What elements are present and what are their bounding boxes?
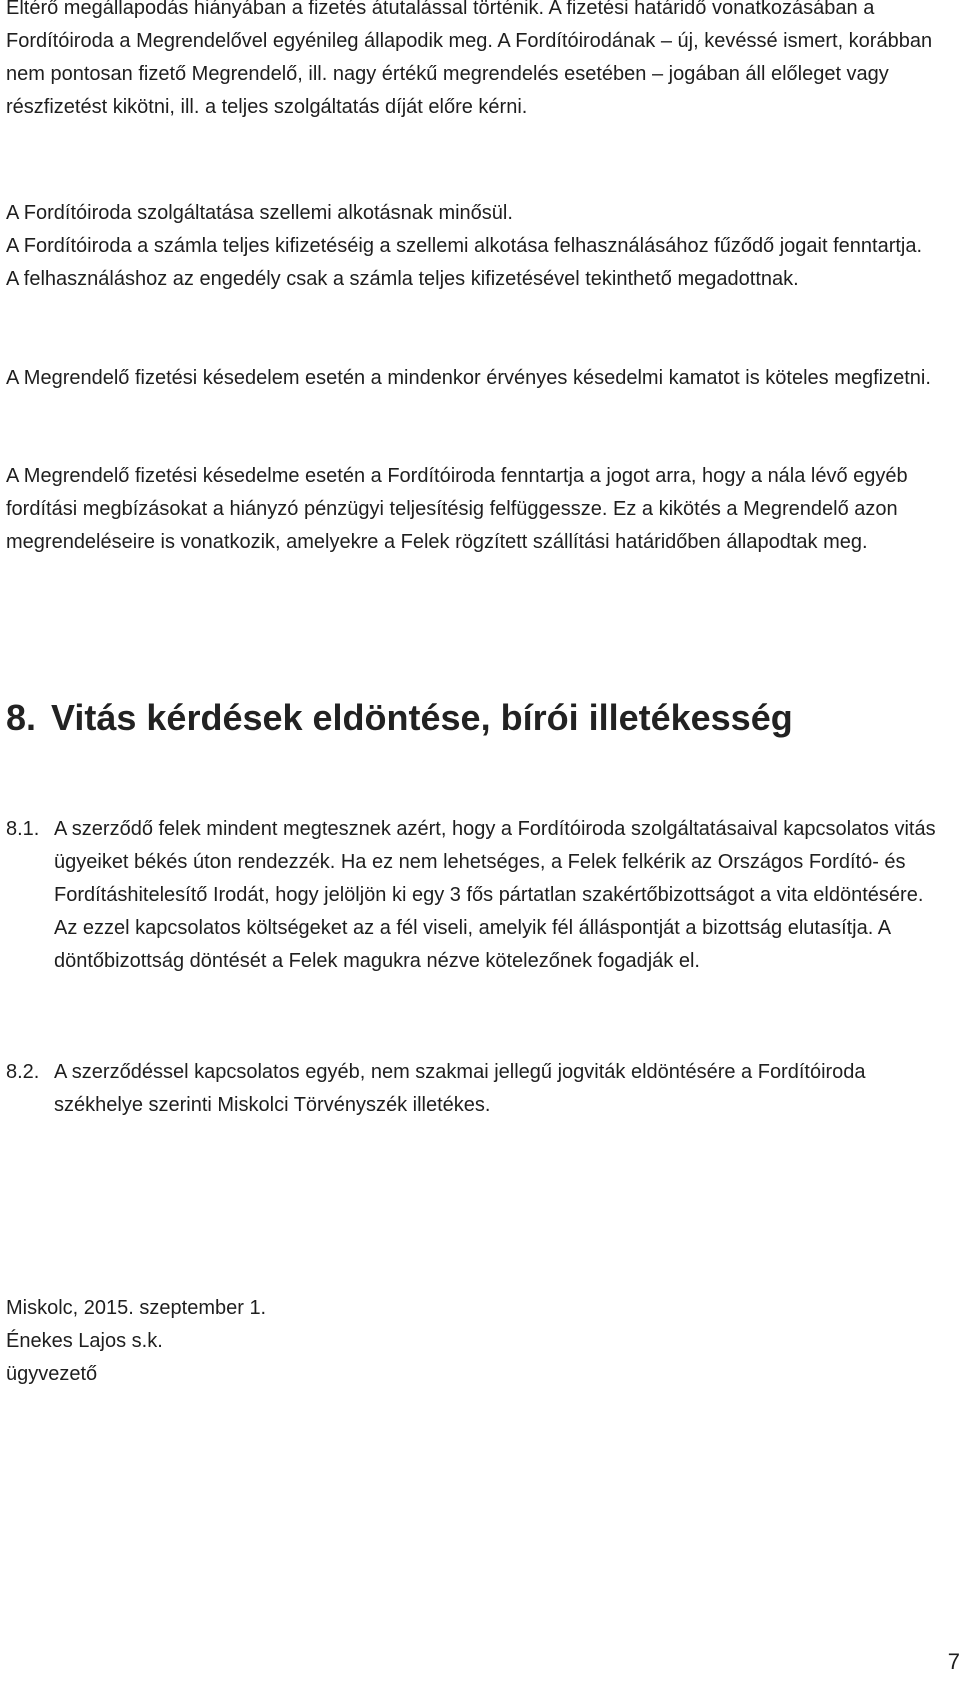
section-number: 8.: [6, 697, 37, 738]
item-text: A szerződéssel kapcsolatos egyéb, nem szakmai jellegű jogviták eldöntésére a Fordítóiroda székhelye szerinti Miskolci Törvényszék illetékes.: [54, 1061, 866, 1116]
item-number: 8.1.: [6, 818, 40, 840]
signature-name: Énekes Lajos s.k.: [6, 1330, 163, 1352]
list-item: [6, 813, 936, 978]
page-number: 7: [947, 1649, 960, 1674]
section-heading: [6, 696, 936, 740]
paragraph-rights-reserved: A Fordítóiroda a számla teljes kifizetéséig a szellemi alkotása felhasználásához fűződő jogait fenntartja. A felhasználáshoz az engedély csak a számla teljes kifizetésével tekinthető megadottnak.: [6, 235, 923, 290]
item-text: A szerződő felek mindent megtesznek azért, hogy a Fordítóiroda szolgáltatásaival kapcsolatos vitás ügyeiket békés úton rendezzék. Ha ez nem lehetséges, a Felek felkérik az Országos Fordító- és Fordításhitelesítő Irodát, hogy jelöljön ki egy 3 fős pártatlan szakértőbizottságot a vita eldöntésére. Az ezzel kapcsolatos költségeket az a fél viseli, amelyik fél álláspontját a bizottság elutasítja. A döntőbizottság döntését a Felek magukra nézve kötelezőnek fogadják el.: [54, 818, 936, 972]
paragraph-intellectual-work: A Fordítóiroda szolgáltatása szellemi alkotásnak minősül.: [6, 202, 513, 224]
section-title: Vitás kérdések eldöntése, bírói illetékesség: [51, 697, 793, 738]
list-item: [6, 1056, 936, 1122]
paragraph-payment-terms: Eltérő megállapodás hiányában a fizetés átutalással történik. A fizetési határidő vonatkozásában a Fordítóiroda a Megrendelővel egyénileg állapodik meg. A Fordítóirodának – új, kevéssé ismert, korábban nem pontosan fizető Megrendelő, ill. nagy értékű megrendelés esetében – jogában áll előleget vagy részfizetést kikötni, ill. a teljes szolgáltatás díját előre kérni.: [6, 0, 933, 118]
paragraph-suspension: A Megrendelő fizetési késedelme esetén a Fordítóiroda fenntartja a jogot arra, hogy a nála lévő egyéb fordítási megbízásokat a hiányzó pénzügyi teljesítésig felfüggessze. Ez a kikötés a Megrendelő azon megrendeléseire is vonatkozik, amelyekre a Felek rögzített szállítási határidőben állapodtak meg.: [6, 465, 908, 553]
signature-role: ügyvezető: [6, 1363, 98, 1385]
paragraph-late-interest: A Megrendelő fizetési késedelem esetén a mindenkor érvényes késedelmi kamatot is köteles megfizetni.: [6, 367, 931, 389]
signature-place-date: Miskolc, 2015. szeptember 1.: [6, 1297, 267, 1319]
item-number: 8.2.: [6, 1061, 40, 1083]
